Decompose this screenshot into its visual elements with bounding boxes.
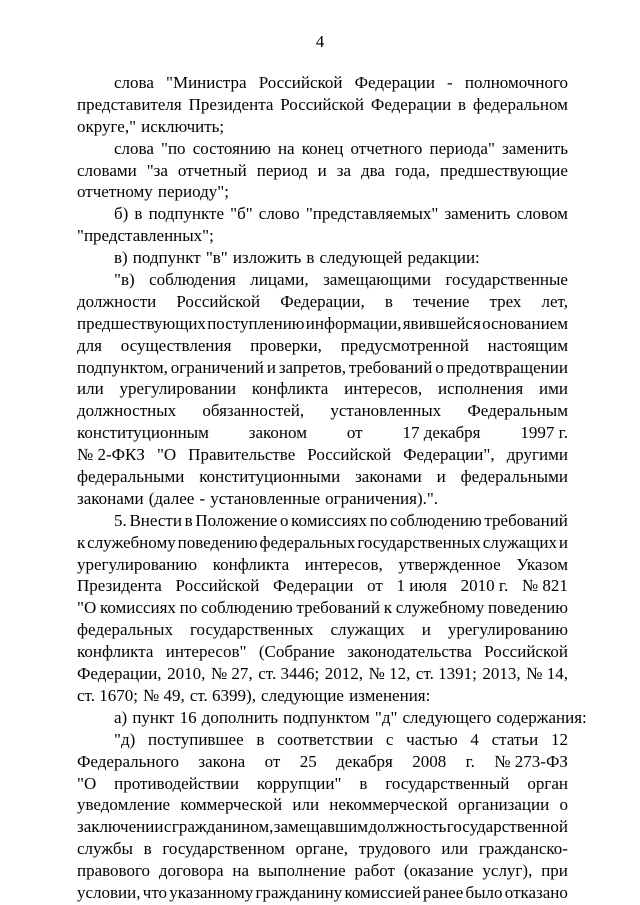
word: законами xyxy=(77,488,144,508)
word: органе, xyxy=(295,839,349,859)
word: (оказание xyxy=(403,861,474,881)
word: № 2-ФКЗ xyxy=(77,445,145,465)
word: закона xyxy=(198,751,246,771)
text-line xyxy=(77,357,568,379)
text-line xyxy=(77,138,568,160)
word: 17 декабря xyxy=(402,423,481,443)
word: урегулированию xyxy=(77,554,198,574)
word: федеральными xyxy=(77,467,185,487)
word: законодательства xyxy=(347,642,472,662)
word: замещавшим xyxy=(273,817,368,837)
word: следующего xyxy=(402,707,492,727)
word: с xyxy=(385,729,394,749)
word: конституционными xyxy=(199,467,341,487)
word: установленных xyxy=(330,401,442,421)
word: договора xyxy=(158,861,224,881)
word: федеральных xyxy=(259,532,356,552)
word: Правительстве xyxy=(188,445,296,465)
word: конфликта xyxy=(212,554,290,574)
word: Указом xyxy=(516,554,568,574)
word: "О xyxy=(156,445,177,465)
word: подпунктом xyxy=(283,707,370,727)
word: округе," xyxy=(77,116,137,136)
word: ранее xyxy=(423,882,464,902)
word: "в) xyxy=(114,270,135,290)
word: от xyxy=(367,576,383,596)
word: дополнить xyxy=(201,707,279,727)
word: отчетному xyxy=(77,182,153,202)
text-line xyxy=(77,203,568,225)
word: состоянию xyxy=(192,138,271,158)
word: гражданину xyxy=(255,882,343,902)
word: Президента xyxy=(77,576,162,596)
word: за xyxy=(336,160,351,180)
text-line xyxy=(77,160,568,182)
page-number: 4 xyxy=(315,32,325,51)
word: словами xyxy=(77,160,137,180)
word: правового xyxy=(77,861,151,881)
word: 25 xyxy=(299,751,317,771)
word: о xyxy=(279,510,289,530)
word: Российской xyxy=(175,576,260,596)
word: - xyxy=(199,488,206,508)
word: периоду"; xyxy=(157,182,229,202)
word: в) xyxy=(114,248,128,268)
word: "О xyxy=(77,773,97,793)
word: два xyxy=(360,160,385,180)
word: статьи xyxy=(491,729,539,749)
word: заменить xyxy=(444,204,511,224)
word: течение xyxy=(412,291,470,311)
word: служебному xyxy=(87,532,176,552)
word: от xyxy=(346,423,363,443)
word: или xyxy=(77,379,104,399)
word: федеральными xyxy=(460,467,568,487)
word: полномочного xyxy=(464,73,568,92)
word: Федерации xyxy=(370,94,452,114)
word: 5. xyxy=(114,510,127,530)
text-line xyxy=(77,72,568,94)
word: слово xyxy=(258,204,300,224)
word: по xyxy=(369,510,388,530)
word: № 14, xyxy=(526,664,568,684)
text-line xyxy=(77,707,587,729)
word: конфликта xyxy=(77,642,154,662)
word: интересов" xyxy=(165,642,247,662)
word: Российской xyxy=(307,445,392,465)
word: с xyxy=(163,817,172,837)
text-line xyxy=(77,641,568,663)
word: противодействии xyxy=(114,773,239,793)
word: представителя xyxy=(77,94,182,114)
word: г. xyxy=(465,751,475,771)
word: в xyxy=(359,773,368,793)
word: Президента xyxy=(188,94,274,114)
word: информации, xyxy=(305,313,402,333)
word: в xyxy=(458,94,467,114)
word: служащих xyxy=(330,620,405,640)
word: ст. 1391; xyxy=(415,664,477,684)
word: и xyxy=(436,467,446,487)
word: настоящим xyxy=(487,335,568,355)
word: условии, xyxy=(77,882,141,902)
word: государственном xyxy=(162,839,285,859)
word: в xyxy=(256,729,265,749)
word: "за xyxy=(146,160,168,180)
word: некоммерческой xyxy=(329,795,448,815)
word: требований xyxy=(296,598,380,618)
text-line xyxy=(77,597,568,619)
word: пункт xyxy=(132,707,175,727)
word: словом xyxy=(516,204,568,224)
word: комиссиях xyxy=(291,510,368,530)
word: подпунктом, xyxy=(77,357,168,377)
word: Федерации, xyxy=(280,291,365,311)
word: или xyxy=(441,839,469,859)
word: и xyxy=(317,160,327,180)
word: и xyxy=(266,357,276,377)
word: поступлению xyxy=(207,313,305,333)
word: государственных xyxy=(357,532,481,552)
word: уведомление xyxy=(77,795,171,815)
word: государственной xyxy=(446,817,568,837)
word: конфликта xyxy=(251,379,329,399)
word: следующие xyxy=(261,685,344,705)
word: № 821 xyxy=(521,576,568,596)
word: - xyxy=(447,73,453,92)
text-line xyxy=(77,816,568,838)
word: отчетный xyxy=(177,160,247,180)
text-line xyxy=(77,466,568,488)
word: предотвращении xyxy=(446,357,568,377)
text-line xyxy=(77,247,568,269)
word: по xyxy=(179,598,198,618)
word: (Собрание xyxy=(258,642,335,662)
word: при xyxy=(541,861,568,881)
word: "представленных"; xyxy=(77,226,214,246)
word: 1997 г. xyxy=(520,423,568,443)
word: замещающими xyxy=(323,270,432,290)
word: к xyxy=(383,598,392,618)
word: ограничения).". xyxy=(325,488,439,508)
word: Федеральным xyxy=(467,401,568,421)
word: комиссиях xyxy=(99,598,176,618)
word: а) xyxy=(114,707,128,727)
text-line xyxy=(77,335,568,357)
word: Российской xyxy=(484,642,568,662)
word: б) xyxy=(114,204,129,224)
word: урегулировании xyxy=(119,379,237,399)
word: Федерации", xyxy=(403,445,495,465)
text-line xyxy=(77,575,568,597)
word: исполнения xyxy=(437,379,524,399)
word: "в" xyxy=(205,248,228,268)
word: "б" xyxy=(230,204,253,224)
word: Российской xyxy=(258,73,343,92)
word: 2008 xyxy=(412,751,447,771)
word: законами xyxy=(355,467,422,487)
word: конституционным xyxy=(77,423,209,443)
word: № 27, xyxy=(210,664,253,684)
word: Внести xyxy=(129,510,182,530)
word: гражданином, xyxy=(171,817,274,837)
text-line xyxy=(77,313,568,335)
word: в xyxy=(143,839,152,859)
word: 16 xyxy=(179,707,197,727)
word: слова xyxy=(114,138,154,158)
word: предшествующие xyxy=(439,160,568,180)
word: запретов, xyxy=(278,357,346,377)
word: интересов, xyxy=(344,379,423,399)
word: соблюдению xyxy=(390,510,482,530)
word: другими xyxy=(506,445,568,465)
word: частью xyxy=(406,729,458,749)
word: на xyxy=(232,861,250,881)
word: Федерации xyxy=(273,576,354,596)
word: следующей xyxy=(319,248,403,268)
text-line xyxy=(77,860,568,882)
word: коррупции" xyxy=(256,773,342,793)
word: слова xyxy=(114,73,154,92)
text-line xyxy=(77,554,568,576)
text-line xyxy=(77,773,568,795)
word: выполнение xyxy=(257,861,346,881)
word: "д" xyxy=(374,707,398,727)
text-line xyxy=(77,116,568,138)
word: ст. 6399), xyxy=(189,685,256,705)
text-line xyxy=(77,532,568,554)
word: периода" xyxy=(429,138,495,158)
word: поступившее xyxy=(147,729,244,749)
word: проверки, xyxy=(250,335,322,355)
word: 12 xyxy=(550,729,568,749)
word: № 12, xyxy=(368,664,411,684)
word: коммерческой xyxy=(180,795,283,815)
text-line xyxy=(77,422,568,444)
text-line xyxy=(77,794,568,816)
word: заменить xyxy=(502,138,568,158)
word: "по xyxy=(161,138,186,158)
word: от xyxy=(264,751,281,771)
word: в xyxy=(306,248,315,268)
word: трех xyxy=(489,291,522,311)
word: на xyxy=(277,138,295,158)
word: комиссией xyxy=(344,882,421,902)
word: Положение xyxy=(195,510,278,530)
word: изменения: xyxy=(349,685,431,705)
word: орган xyxy=(527,773,568,793)
word: Российской xyxy=(176,291,261,311)
text-line xyxy=(77,663,568,685)
word: "О xyxy=(77,598,97,618)
word: года, xyxy=(394,160,430,180)
word: содержания: xyxy=(496,707,587,727)
text-line xyxy=(77,882,568,904)
text-line xyxy=(77,269,568,291)
word: явившейся xyxy=(402,313,481,333)
word: о xyxy=(435,357,444,377)
word: ст. 3446; xyxy=(258,664,320,684)
word: федеральных xyxy=(77,620,173,640)
word: ограничений xyxy=(170,357,264,377)
word: редакции: xyxy=(407,248,480,268)
word: "представляемых" xyxy=(305,204,439,224)
word: должности xyxy=(77,291,157,311)
word: в xyxy=(134,204,143,224)
word: поведению xyxy=(488,598,568,618)
word: осуществления xyxy=(120,335,232,355)
word: служебному xyxy=(395,598,485,618)
text-line xyxy=(77,838,568,860)
word: конец xyxy=(301,138,344,158)
word: подпункт xyxy=(132,248,201,268)
word: 4 xyxy=(470,729,479,749)
word: 2012, xyxy=(324,664,364,684)
word: для xyxy=(77,335,102,355)
text-line xyxy=(77,444,568,466)
word: № 273-ФЗ xyxy=(494,751,568,771)
word: соблюдению xyxy=(201,598,293,618)
word: изложить xyxy=(232,248,302,268)
text-line xyxy=(77,94,568,116)
text-line xyxy=(77,181,568,203)
text-line xyxy=(77,378,568,400)
word: 1 июля xyxy=(396,576,447,596)
word: интересов, xyxy=(304,554,383,574)
word: 2013, xyxy=(482,664,521,684)
word: Федерации xyxy=(354,73,435,92)
word: государственный xyxy=(385,773,510,793)
word: должность xyxy=(368,817,447,837)
word: законом xyxy=(248,423,307,443)
word: установленные xyxy=(210,488,321,508)
word: 2010 г. xyxy=(460,576,509,596)
word: соблюдения xyxy=(149,270,236,290)
word: (далее xyxy=(148,488,195,508)
word: государственных xyxy=(189,620,314,640)
word: или xyxy=(292,795,320,815)
word: "Министра xyxy=(166,73,247,92)
word: организации xyxy=(457,795,550,815)
word: лет, xyxy=(541,291,568,311)
word: утвержденное xyxy=(398,554,501,574)
text-line xyxy=(77,488,568,510)
word: службы xyxy=(77,839,133,859)
word: предшествующих xyxy=(77,313,206,333)
word: исключить; xyxy=(141,116,225,136)
word: соответствии xyxy=(277,729,374,749)
word: основанием xyxy=(482,313,568,333)
word: требований xyxy=(484,510,568,530)
word: отказано xyxy=(504,882,568,902)
text-line xyxy=(77,685,568,707)
word: в xyxy=(384,291,393,311)
word: работ xyxy=(354,861,395,881)
word: 2010, xyxy=(167,664,206,684)
word: трудового xyxy=(358,839,431,859)
word: период xyxy=(256,160,308,180)
word: федеральном xyxy=(472,94,568,114)
word: было xyxy=(465,882,503,902)
word: заключении xyxy=(77,817,164,837)
word: ими xyxy=(539,379,568,399)
word: должностных xyxy=(77,401,177,421)
text-line xyxy=(77,619,568,641)
document-body xyxy=(77,72,587,904)
word: гражданско- xyxy=(478,839,568,859)
word: требований xyxy=(348,357,433,377)
word: лицами, xyxy=(250,270,309,290)
word: о xyxy=(559,795,568,815)
word: обязанностей, xyxy=(202,401,305,421)
word: предусмотренной xyxy=(340,335,469,355)
word: Федерального xyxy=(77,751,180,771)
text-line xyxy=(77,291,568,313)
text-line xyxy=(77,400,568,422)
word: что xyxy=(142,882,168,902)
text-line xyxy=(77,729,568,751)
word: урегулированию xyxy=(447,620,568,640)
word: поведению xyxy=(177,532,258,552)
word: услуг), xyxy=(482,861,533,881)
word: в xyxy=(184,510,193,530)
word: и xyxy=(558,532,568,552)
word: Российской xyxy=(280,94,365,114)
word: служащих xyxy=(482,532,557,552)
word: "д) xyxy=(114,729,136,749)
text-line xyxy=(77,225,568,247)
word: Федерации, xyxy=(77,664,162,684)
word: и xyxy=(421,620,431,640)
word: к xyxy=(77,532,86,552)
word: декабря xyxy=(336,751,393,771)
text-line xyxy=(77,510,568,532)
word: указанному xyxy=(169,882,254,902)
word: подпункте xyxy=(148,204,225,224)
text-line xyxy=(77,751,568,773)
word: отчетного xyxy=(350,138,423,158)
word: государственные xyxy=(445,270,568,290)
word: № 49, xyxy=(143,685,185,705)
word: ст. 1670; xyxy=(77,685,138,705)
